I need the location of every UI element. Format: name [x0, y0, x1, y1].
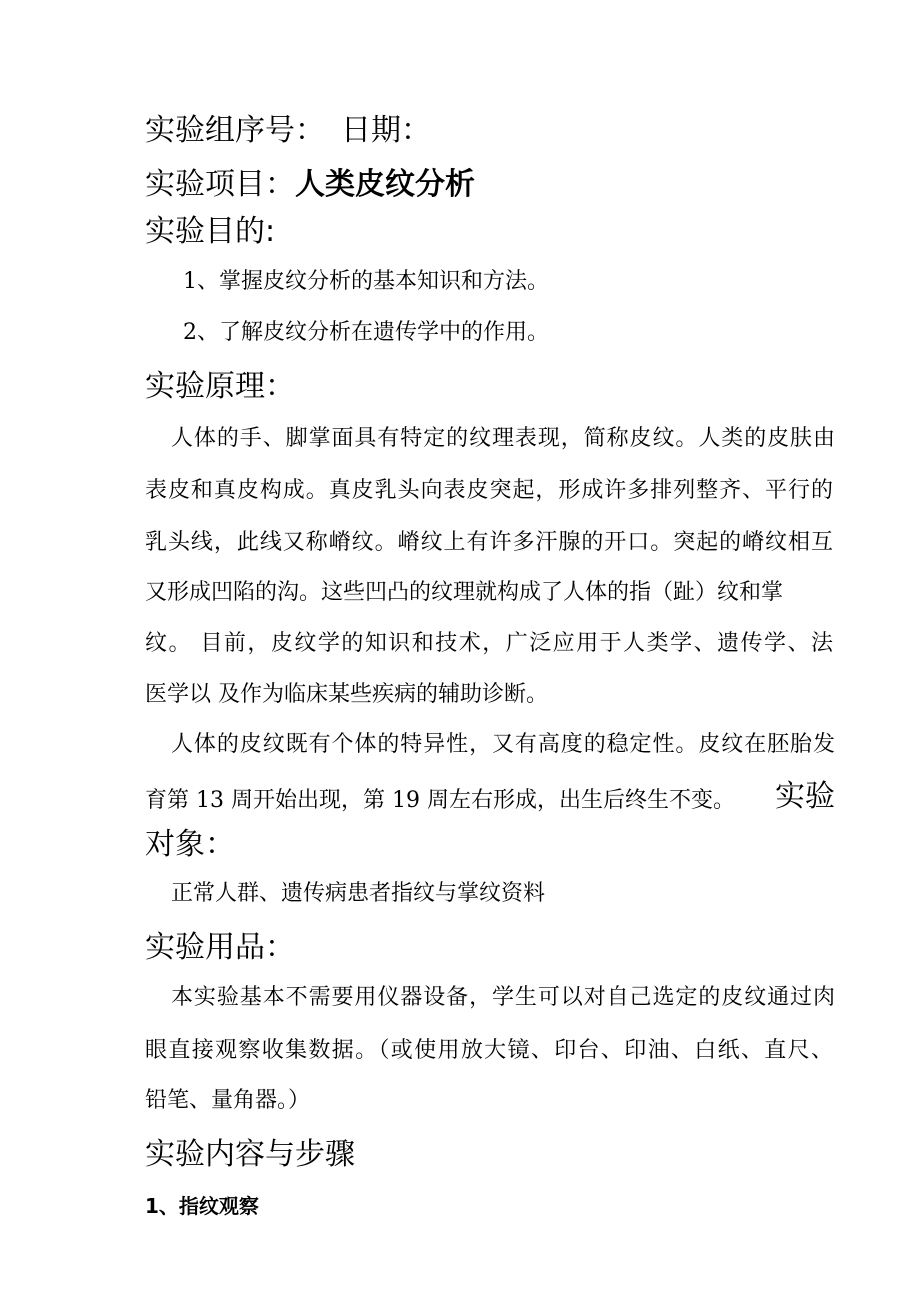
subject-text: 正常人群、遗传病患者指纹与掌纹资料: [171, 881, 546, 906]
supplies-heading: 实验用品：: [145, 930, 295, 965]
principle-line-7: 人体的皮纹既有个体的特异性，又有高度的稳定性。皮纹在胚胎发: [171, 732, 835, 757]
principle-line-8: 育第 13 周开始出现，第 19 周左右形成，出生后终生不变。: [145, 788, 735, 813]
purpose-item-1: 1、掌握皮纹分析的基本知识和方法。: [183, 269, 549, 294]
group-number-label: [145, 113, 431, 148]
principle-line-3: 乳头线，此线又称嵴纹。嵴纹上有许多汗腺的开口。突起的嵴纹相互: [145, 530, 833, 555]
purpose-item-2: 2、了解皮纹分析在遗传学中的作用。: [183, 320, 549, 345]
group-label: 实验组序号：: [145, 113, 325, 148]
procedure-step-1: 1、指纹观察: [145, 1194, 259, 1218]
principle-heading: 实验原理：: [145, 369, 295, 404]
procedure-heading: 实验内容与步骤: [145, 1137, 355, 1172]
project-line: [145, 167, 475, 202]
principle-line-5: 纹。 目前，皮纹学的知识和技术，广泛应用于人类学、遗传学、法: [145, 631, 833, 656]
subject-heading-part2: 对象：: [145, 827, 235, 862]
subject-heading-part1: 实验: [775, 779, 835, 814]
principle-line-4: 又形成凹陷的沟。这些凹凸的纹理就构成了人体的指（趾）纹和掌: [145, 580, 784, 605]
project-label: 实验项目：: [145, 167, 295, 202]
principle-line-8-row: [145, 779, 835, 814]
supplies-line-2: 眼直接观察收集数据。（或使用放大镜、印台、印油、白纸、直尺、: [145, 1038, 833, 1063]
principle-line-1: 人体的手、脚掌面具有特定的纹理表现，简称皮纹。人类的皮肤由: [171, 426, 835, 451]
supplies-line-1: 本实验基本不需要用仪器设备，学生可以对自己选定的皮纹通过肉: [171, 985, 835, 1010]
principle-line-6: 医学以 及作为临床某些疾病的辅助诊断。: [145, 682, 548, 707]
date-label: 日期：: [341, 113, 431, 148]
principle-line-2: 表皮和真皮构成。真皮乳头向表皮突起，形成许多排列整齐、平行的: [145, 478, 833, 503]
purpose-heading: 实验目的:: [145, 214, 276, 249]
supplies-line-3: 铅笔、量角器。）: [145, 1088, 311, 1113]
project-title: 人类皮纹分析: [295, 167, 475, 202]
